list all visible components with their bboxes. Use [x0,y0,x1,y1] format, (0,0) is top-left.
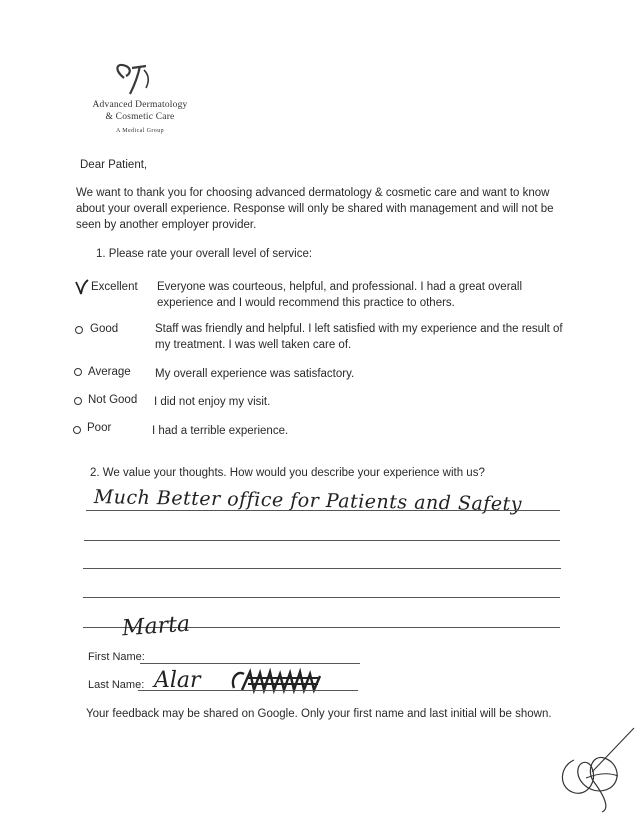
handwritten-answer: Much Better office for Patients and Safety [93,486,523,516]
last-name-label: Last Name: [88,679,145,691]
logo-mark-icon [110,62,160,98]
signature-scribble-icon [552,722,636,814]
last-name-handwritten: Alar [154,668,201,693]
option-excellent-label: Excellent [91,281,138,293]
option-good-desc: Staff was friendly and helpful. I left satisfied with my experience and the result of my treatment. I was well taken care of. [155,323,563,351]
greeting: Dear Patient, [80,159,148,171]
first-name-handwritten: Marta [121,611,191,642]
first-name-label: First Name: [88,651,145,663]
logo-line-3: A Medical Group [116,128,164,134]
option-good-label: Good [90,323,119,335]
answer-line-3 [83,568,561,569]
question-1: 1. Please rate your overall level of service: [96,248,313,260]
first-name-line [140,663,360,664]
option-average-label: Average [88,366,131,378]
last-name-line [138,690,358,691]
question-2: 2. We value your thoughts. How would you describe your experience with us? [90,467,485,479]
radio-average[interactable] [74,368,82,376]
intro-paragraph: We want to thank you for choosing advanced dermatology & cosmetic care and want to know about your overall experience. Response will only be shared with management and will not be seen by another employer provider. [76,187,554,231]
footer-note: Your feedback may be shared on Google. Only your first name and last initial will be shown. [86,708,552,720]
option-poor-desc: I had a terrible experience. [152,425,289,437]
logo-line-1: Advanced Dermatology [92,100,188,110]
option-excellent-desc: Everyone was courteous, helpful, and professional. I had a great overall experience and I would recommend this practice to others. [157,281,523,309]
option-poor-label: Poor [87,422,112,434]
answer-line-1 [86,510,560,511]
option-not-good-label: Not Good [88,394,138,406]
radio-good[interactable] [75,326,83,334]
option-average-desc: My overall experience was satisfactory. [155,368,355,380]
radio-poor[interactable] [73,426,81,434]
logo-line-2: & Cosmetic Care [105,112,175,122]
answer-line-4 [83,597,560,598]
option-not-good-desc: I did not enjoy my visit. [154,396,271,408]
radio-not-good[interactable] [74,397,82,405]
checkmark-icon [74,278,90,296]
answer-line-2 [84,540,560,541]
